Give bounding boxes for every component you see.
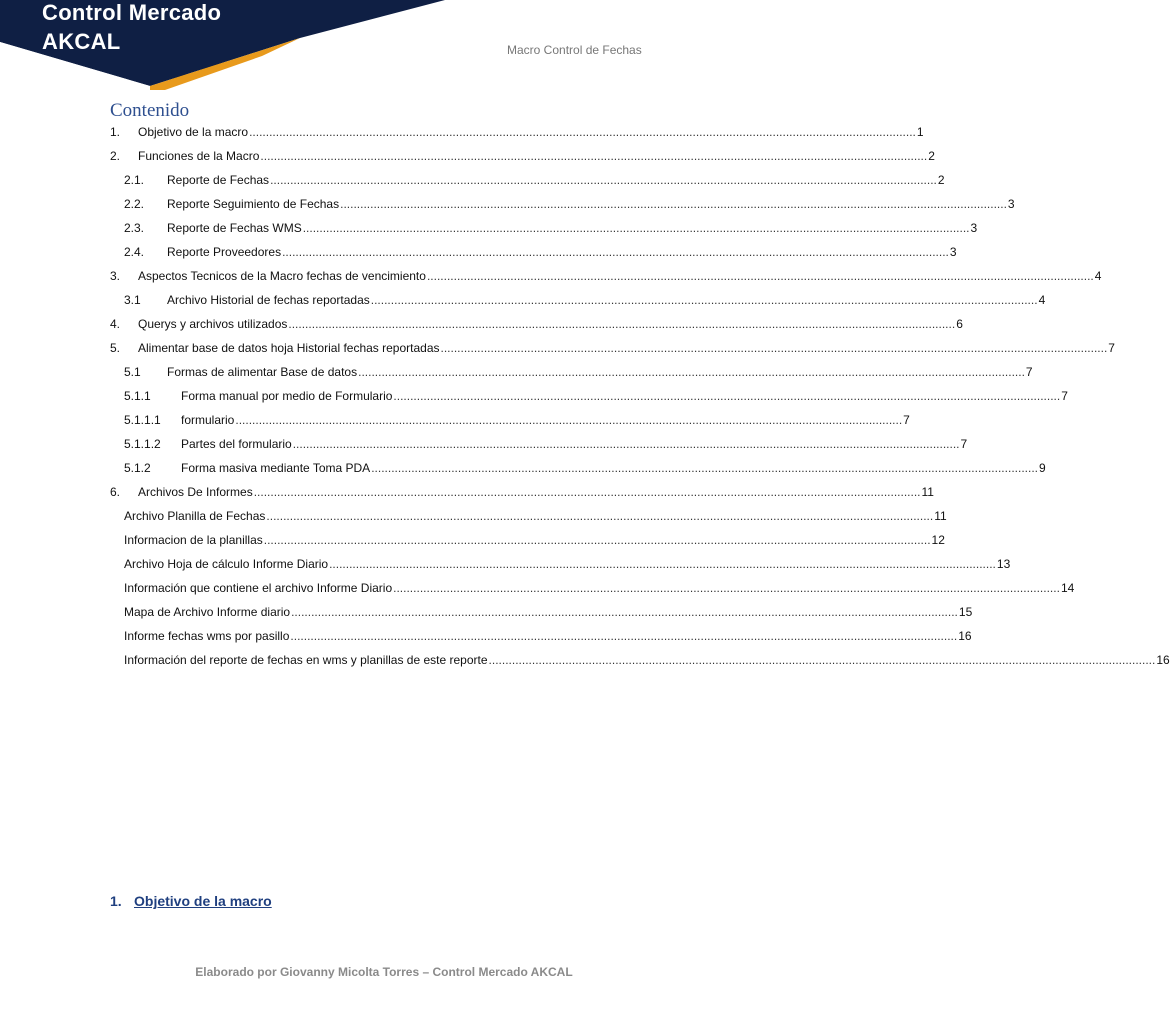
toc-entry-label: Partes del formulario [181,437,292,451]
toc-entry-label: Archivos De Informes [138,485,253,499]
toc-entry[interactable] [0,460,1046,476]
toc-entry-number: 2.3. [124,221,145,235]
toc-entry-number: 4. [110,317,121,331]
toc-entry[interactable] [0,628,972,644]
toc-leader-dots: ........................................................................................................................................................................................................ [488,653,1156,667]
toc-entry[interactable] [0,388,1068,404]
toc-entry[interactable] [0,148,935,164]
toc-leader-dots: ........................................................................................................................................................................................................ [235,413,903,427]
toc-leader-dots: ........................................................................................................................................................................................................ [340,197,1007,211]
toc-entry[interactable] [0,580,1075,596]
toc-entry-number: 2.4. [124,245,145,259]
toc-entry-label: Reporte Seguimiento de Fechas [167,197,340,211]
toc-entry[interactable] [0,340,1115,356]
toc-entry-label: Archivo Hoja de cálculo Informe Diario [124,557,329,571]
toc-entry[interactable] [0,196,1015,212]
toc-entry-label: Querys y archivos utilizados [138,317,288,331]
logo-line-2: AKCAL [42,29,121,54]
toc-leader-dots: ........................................................................................................................................................................................................ [291,605,958,619]
toc-leader-dots: ........................................................................................................................................................................................................ [302,221,970,235]
toc-leader-dots: ........................................................................................................................................................................................................ [270,173,937,187]
toc-entry-page: 11 [921,485,934,499]
toc-entry-page: 7 [960,437,968,451]
toc-leader-dots: ........................................................................................................................................................................................................ [371,461,1038,475]
toc-entry-page: 15 [958,605,973,619]
toc-entry-label: Funciones de la Macro [138,149,260,163]
toc-entry[interactable] [0,436,968,452]
toc-entry-label: Información que contiene el archivo Informe Diario [124,581,393,595]
toc-entry-number: 5.1.1.2 [124,437,161,451]
toc-entry-label: Objetivo de la macro [138,125,249,139]
toc-entry-number: 3.1 [124,293,141,307]
toc-entry-label: Formas de alimentar Base de datos [167,365,358,379]
toc-entry-page: 4 [1038,293,1046,307]
toc-entry-label: Informacion de la planillas [124,533,263,547]
toc-entry-label: Archivo Historial de fechas reportadas [167,293,370,307]
toc-entry-label: Archivo Planilla de Fechas [124,509,266,523]
page-footer: Elaborado por Giovanny Micolta Torres – Control Mercado AKCAL [195,965,573,979]
toc-leader-dots: ........................................................................................................................................................................................................ [288,317,956,331]
toc-entry[interactable] [0,604,973,620]
toc-entry-number: 5.1 [124,365,141,379]
toc-entry-number: 5.1.2 [124,461,151,475]
toc-entry-number: 6. [110,485,121,499]
toc-entry-page: 1 [916,125,924,139]
toc-entry-number: 2. [110,149,121,163]
toc-entry-label: Aspectos Tecnicos de la Macro fechas de vencimiento [138,269,426,283]
section-number: 1. [110,893,122,909]
toc-entry[interactable] [0,364,1033,380]
toc-leader-dots: ........................................................................................................................................................................................................ [370,293,1038,307]
toc-entry-page: 7 [1061,389,1068,403]
toc-entry[interactable] [0,172,945,188]
toc-entry[interactable] [0,124,924,140]
toc-entry[interactable] [0,220,978,236]
toc-leader-dots: ........................................................................................................................................................................................................ [440,341,1108,355]
toc-entry[interactable] [0,244,957,260]
toc-entry-label: Reporte de Fechas [167,173,270,187]
toc-entry-label: Informe fechas wms por pasillo [124,629,290,643]
toc-entry-number: 2.1. [124,173,145,187]
toc-leader-dots: ........................................................................................................................................................................................................ [263,533,931,547]
toc-entry-page: 13 [996,557,1011,571]
toc-entry-page: 6 [956,317,963,331]
toc-entry[interactable] [0,532,945,548]
toc-entry-number: 1. [110,125,121,139]
section-heading [110,893,272,909]
toc-entry-label: Alimentar base de datos hoja Historial fechas reportadas [138,341,440,355]
toc-entry-label: Reporte de Fechas WMS [167,221,302,235]
toc-entry-page: 16 [958,629,972,643]
toc-entry[interactable] [0,508,947,524]
toc-entry-page: 2 [928,149,935,163]
toc-entry-page: 16 [1156,653,1170,667]
toc-entry-label: Forma manual por medio de Formulario [181,389,393,403]
toc-entry-number: 5. [110,341,121,355]
toc-entry-label: Mapa de Archivo Informe diario [124,605,291,619]
toc-leader-dots: ........................................................................................................................................................................................................ [292,437,960,451]
toc-entry-number: 5.1.1 [124,389,151,403]
toc-entry-page: 7 [1108,341,1115,355]
toc-entry-label: formulario [181,413,235,427]
toc-leader-dots: ........................................................................................................................................................................................................ [358,365,1025,379]
toc-leader-dots: ........................................................................................................................................................................................................ [393,581,1060,595]
toc-leader-dots: ........................................................................................................................................................................................................ [282,245,949,259]
toc-entry-page: 7 [903,413,910,427]
toc-entry-label: Forma masiva mediante Toma PDA [181,461,371,475]
toc-leader-dots: ........................................................................................................................................................................................................ [260,149,928,163]
toc-entry[interactable] [0,556,1011,572]
toc-entry-page: 9 [1038,461,1046,475]
toc-entry[interactable] [0,484,934,500]
toc-entry[interactable] [0,316,963,332]
toc-entry-number: 3. [110,269,121,283]
toc-entry-page: 3 [970,221,978,235]
logo-line-1: Control Mercado [42,0,222,25]
toc-entry[interactable] [0,652,1170,668]
toc-entry[interactable] [0,412,910,428]
section-title-link[interactable]: Objetivo de la macro [134,893,272,909]
toc-entry-label: Información del reporte de fechas en wms y planillas de este reporte [124,653,488,667]
toc-leader-dots: ........................................................................................................................................................................................................ [426,269,1094,283]
toc-leader-dots: ........................................................................................................................................................................................................ [290,629,958,643]
toc-entry-page: 11 [934,509,947,523]
toc-entry-number: 2.2. [124,197,145,211]
toc-leader-dots: ........................................................................................................................................................................................................ [249,125,916,139]
toc-entry-page: 3 [949,245,957,259]
toc-entry-page: 14 [1060,581,1075,595]
toc-leader-dots: ........................................................................................................................................................................................................ [266,509,934,523]
toc-entry[interactable] [0,292,1046,308]
toc-title: Contenido [110,100,190,121]
toc-entry-page: 12 [931,533,945,547]
toc-leader-dots: ........................................................................................................................................................................................................ [253,485,921,499]
toc-entry[interactable] [0,268,1102,284]
toc-entry-page: 4 [1094,269,1102,283]
toc-entry-label: Reporte Proveedores [167,245,282,259]
toc-entry-page: 7 [1025,365,1033,379]
toc-leader-dots: ........................................................................................................................................................................................................ [393,389,1061,403]
header-document-title: Macro Control de Fechas [507,43,642,57]
toc-leader-dots: ........................................................................................................................................................................................................ [329,557,996,571]
toc-entry-page: 3 [1007,197,1015,211]
toc-entry-number: 5.1.1.1 [124,413,161,427]
toc-entry-page: 2 [937,173,945,187]
